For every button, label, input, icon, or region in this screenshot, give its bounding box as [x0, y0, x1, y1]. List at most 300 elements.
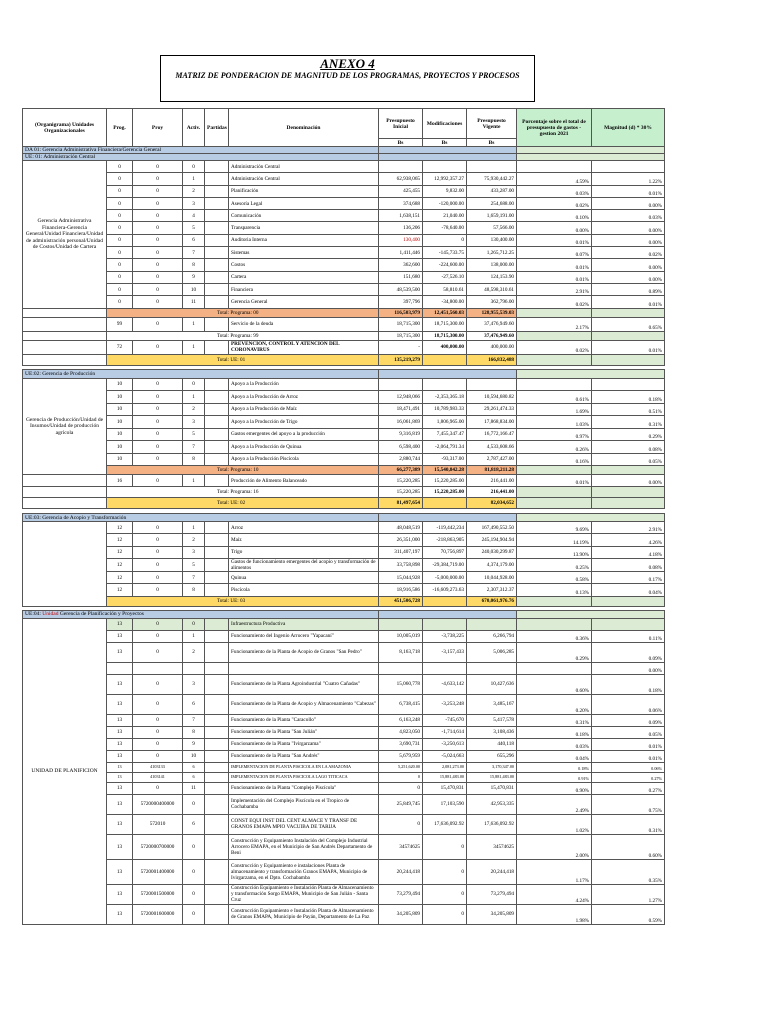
- cell-porcentaje: [517, 378, 592, 391]
- table-row: [23, 596, 665, 606]
- section-band: UE:02: Gerencia de Producción: [23, 369, 379, 378]
- cell-denominacion: Construcción y Equipamiento Instalación del Complejo Industrial Arrocero EMAPA, en el Municipio de San Andrés Departamento de Beni: [229, 834, 379, 859]
- table-row: [23, 487, 665, 498]
- cell-partidas: [205, 534, 229, 546]
- cell-proy: 0: [133, 584, 183, 596]
- cell-partidas: [205, 859, 229, 884]
- cell-activ: 0: [183, 834, 205, 859]
- cell-partidas: [205, 726, 229, 738]
- cell-vigente: 167,490,552.50: [467, 522, 517, 534]
- total-inicial: 135,219,279: [379, 354, 423, 365]
- cell-modificaciones: [423, 618, 467, 630]
- cell-proy: 4103141: [133, 772, 183, 782]
- cell-modificaciones: -5,024,663: [423, 750, 467, 762]
- cell-activ: 11: [183, 782, 205, 794]
- cell-magnitud: 0.29%: [592, 428, 665, 441]
- table-row: [23, 340, 665, 354]
- cell-proy: 0: [133, 283, 183, 295]
- cell-vigente: [467, 161, 517, 173]
- cell-activ: 0: [183, 378, 205, 391]
- cell-porcentaje: 0.91%: [517, 772, 592, 782]
- cell-prog: 0: [107, 173, 133, 185]
- cell-magnitud: 0.00%: [592, 475, 665, 487]
- cell-vigente: 1,265,712.25: [467, 247, 517, 259]
- cell-proy: 0: [133, 428, 183, 441]
- cell-partidas: [205, 618, 229, 630]
- cell-modificaciones: 21,040.00: [423, 210, 467, 222]
- cell-inicial: 26,351,000: [379, 534, 423, 546]
- cell-proy: 0: [133, 642, 183, 662]
- cell-denominacion: Asesoría Legal: [229, 197, 379, 209]
- cell-prog: 12: [107, 534, 133, 546]
- table-row: [23, 514, 665, 522]
- cell-proy: 0: [133, 296, 183, 308]
- cell-modificaciones: -93,317.00: [423, 453, 467, 466]
- cell-porcentaje: 1.17%: [517, 859, 592, 884]
- cell-modificaciones: 15,470,831: [423, 782, 467, 794]
- cell-activ: 4: [183, 210, 205, 222]
- col-vigente: Presupuesto Vigente: [467, 109, 517, 139]
- cell-activ: 0: [183, 884, 205, 904]
- cell-porcentaje: 4.24%: [517, 884, 592, 904]
- cell-activ: 9: [183, 738, 205, 750]
- unit-name: [23, 340, 107, 354]
- cell-magnitud: 0.00%: [592, 222, 665, 234]
- cell-vigente: 433,287.00: [467, 185, 517, 197]
- total-label: Total: UE: 02: [107, 498, 379, 509]
- table-row: [23, 674, 665, 694]
- table-row: [23, 428, 665, 441]
- unit-name: [23, 522, 107, 606]
- cell-modificaciones: 17,103,590: [423, 794, 467, 814]
- cell-magnitud: 0.04%: [592, 584, 665, 596]
- cell-prog: 99: [107, 317, 133, 331]
- cell-porcentaje: 0.03%: [517, 185, 592, 197]
- cell-inicial: 2,880,744: [379, 453, 423, 466]
- cell-vigente: 3,170,347.00: [467, 762, 517, 772]
- cell-prog: 13: [107, 750, 133, 762]
- document-title: ANEXO 4: [320, 56, 375, 71]
- cell-magnitud: 0.59%: [592, 904, 665, 924]
- cell-modificaciones: -3,253,248: [423, 694, 467, 714]
- cell-denominacion: Construcción y Equipamiento e instalaciones Planta de almacenamiento y transformación Granos EMAPA, Municipio de Ivirgarzama, en el Dpto. Cochabamba: [229, 859, 379, 884]
- cell-denominacion: Funcionamiento de la Planta "San Julián": [229, 726, 379, 738]
- cell-magnitud: 0.35%: [592, 859, 665, 884]
- table-row: [23, 222, 665, 234]
- section-band: [23, 610, 379, 618]
- cell-vigente: 10,594,680.82: [467, 391, 517, 404]
- cell-inicial: 8,163,718: [379, 642, 423, 662]
- cell-activ: 11: [183, 296, 205, 308]
- cell-denominacion: Apoyo a la Producción de Arroz: [229, 391, 379, 404]
- cell-porcentaje: 0.01%: [517, 259, 592, 271]
- cell-inicial: 62,938,065: [379, 173, 423, 185]
- cell-denominacion: Apoyo a la Producción Piscícola: [229, 453, 379, 466]
- cell-activ: 5: [183, 428, 205, 441]
- cell-vigente: 34,205,809: [467, 904, 517, 924]
- cell-inicial: 362,600: [379, 259, 423, 271]
- unit-empty: [23, 498, 107, 509]
- cell-prog: 72: [107, 340, 133, 354]
- cell-prog: 13: [107, 904, 133, 924]
- cell-prog: 0: [107, 161, 133, 173]
- band-empty: [379, 154, 517, 161]
- cell-denominacion: Apoyo a la Producción de Trigo: [229, 416, 379, 429]
- cell-proy: 0: [133, 546, 183, 558]
- cell-inicial: 6,163,248: [379, 714, 423, 726]
- cell-partidas: [205, 391, 229, 404]
- cell-prog: 0: [107, 271, 133, 283]
- cell-activ: 7: [183, 571, 205, 583]
- cell-activ: 1: [183, 522, 205, 534]
- cell-magnitud: 0.08%: [592, 441, 665, 454]
- cell-proy: 5720001400000: [133, 859, 183, 884]
- cell-modificaciones: -3,157,433: [423, 642, 467, 662]
- cell-magnitud: 0.17%: [592, 571, 665, 583]
- cell-magnitud: 0.75%: [592, 794, 665, 814]
- cell-magnitud: 0.05%: [592, 453, 665, 466]
- band-empty: [379, 369, 517, 378]
- cell-activ: 1: [183, 391, 205, 404]
- cell-modificaciones: -145,733.75: [423, 247, 467, 259]
- cell-magnitud: 0.00%: [592, 271, 665, 283]
- band-empty: [379, 610, 517, 618]
- total-empty: [592, 308, 665, 317]
- cell-porcentaje: 13.90%: [517, 546, 592, 558]
- cell-vigente: 17,868,834.00: [467, 416, 517, 429]
- col-modificaciones: Modificaciones: [423, 109, 467, 139]
- cell-partidas: [205, 630, 229, 642]
- cell-proy: 0: [133, 558, 183, 571]
- cell-vigente: 57,566.00: [467, 222, 517, 234]
- cell-denominacion: Funcionamiento de la Planta Agroindustrial "Cuatro Cañadas": [229, 674, 379, 694]
- cell-denominacion: Gerencia General: [229, 296, 379, 308]
- cell-proy: 0: [133, 173, 183, 185]
- cell-prog: 13: [107, 772, 133, 782]
- cell-prog: 13: [107, 794, 133, 814]
- cell-vigente: 2,307,312.37: [467, 584, 517, 596]
- cell-inicial: 3,690,731: [379, 738, 423, 750]
- cell-inicial: 34574625: [379, 834, 423, 859]
- cell-modificaciones: [423, 161, 467, 173]
- cell-prog: 13: [107, 834, 133, 859]
- cell-activ: 6: [183, 762, 205, 772]
- cell-inicial: 1,638,151: [379, 210, 423, 222]
- cell-magnitud: [592, 378, 665, 391]
- cell-inicial: 10,005,019: [379, 630, 423, 642]
- cell-denominacion: Gastos emergentes del apoyo a la producción: [229, 428, 379, 441]
- table-row: [23, 154, 665, 161]
- cell-magnitud: 0.00%: [592, 234, 665, 246]
- total-vigente: 128,955,539.03: [467, 308, 517, 317]
- table-row: [23, 378, 665, 391]
- cell-activ: 2: [183, 403, 205, 416]
- total-label: Total: Programa: 99: [107, 331, 379, 340]
- cell-magnitud: 1.27%: [592, 884, 665, 904]
- table-row: [23, 271, 665, 283]
- cell-partidas: [205, 428, 229, 441]
- cell-vigente: 3,108,436: [467, 726, 517, 738]
- cell-modificaciones: 0: [423, 859, 467, 884]
- cell-vigente: 73,279,494: [467, 884, 517, 904]
- cell-modificaciones: -120,000.00: [423, 197, 467, 209]
- cell-prog: 16: [107, 475, 133, 487]
- cell-inicial: 425,455: [379, 185, 423, 197]
- cell-prog: 0: [107, 197, 133, 209]
- table-row: [23, 534, 665, 546]
- cell-inicial: 15,060,778: [379, 674, 423, 694]
- cell-modificaciones: 0: [423, 884, 467, 904]
- cell-porcentaje: 0.97%: [517, 428, 592, 441]
- cell-proy: 0: [133, 234, 183, 246]
- table-row: [23, 630, 665, 642]
- cell-inicial: 18,916,586: [379, 584, 423, 596]
- cell-partidas: [205, 340, 229, 354]
- cell-inicial: 0: [379, 814, 423, 834]
- cell-porcentaje: 1.69%: [517, 403, 592, 416]
- cell-magnitud: 0.01%: [592, 340, 665, 354]
- col-org: (Organigrama) Unidades Organizacionales: [23, 109, 107, 147]
- cell-vigente: 16,772,166.47: [467, 428, 517, 441]
- cell-modificaciones: 15,220,285.00: [423, 475, 467, 487]
- total-vigente: 216,441.00: [467, 487, 517, 498]
- cell-proy: 572010: [133, 814, 183, 834]
- cell-denominacion: CONST EQUI INST DEL CENT ALMACE Y TRANSF DE GRANOS EMAPA MPIO VACUIBA DE TARIJA: [229, 814, 379, 834]
- title-box: [160, 55, 535, 102]
- cell-denominacion: IMPLEMENTACION DE PLANTA PISCICOLA LAGO TITICACA: [229, 772, 379, 782]
- cell-magnitud: 0.03%: [592, 210, 665, 222]
- table-row: [23, 750, 665, 762]
- table-row: [23, 772, 665, 782]
- total-empty: [592, 354, 665, 365]
- cell-activ: 1: [183, 317, 205, 331]
- cell-proy: 0: [133, 441, 183, 454]
- cell-vigente: 10,427,636: [467, 674, 517, 694]
- cell-activ: 0: [183, 904, 205, 924]
- cell-proy: 0: [133, 185, 183, 197]
- cell-partidas: [205, 247, 229, 259]
- ponderation-table: [22, 108, 665, 925]
- cell-modificaciones: -27,526.10: [423, 271, 467, 283]
- cell-inicial: 6,598,400: [379, 441, 423, 454]
- cell-partidas: [205, 558, 229, 571]
- cell-partidas: [205, 475, 229, 487]
- cell-denominacion: Funcionamiento del Ingenio Arrocero "Yapacaní": [229, 630, 379, 642]
- cell-vigente: 216,441.00: [467, 475, 517, 487]
- cell-activ: 6: [183, 234, 205, 246]
- cell-porcentaje: 1.03%: [517, 416, 592, 429]
- cell-inicial: 0: [379, 782, 423, 794]
- unit-name: Gerencia Administrativa Financiera-Gerencia General/Unidad Financiera/Unidad de administración personal/Unidad de Costos/Unidad de Cartera: [23, 161, 107, 309]
- total-empty: [517, 498, 592, 509]
- cell-magnitud: 0.60%: [592, 834, 665, 859]
- cell-prog: 13: [107, 738, 133, 750]
- table-row: [23, 814, 665, 834]
- table-row: [23, 317, 665, 331]
- cell-proy: 0: [133, 271, 183, 283]
- total-modificaciones: 15,540,842.28: [423, 466, 467, 475]
- cell-modificaciones: -16,609,273.63: [423, 584, 467, 596]
- band-red-word: Unidad: [42, 611, 59, 618]
- table-row: [23, 185, 665, 197]
- cell-denominacion: Funcionamiento de la Planta de Acopio y Almacenamiento "Cabezas": [229, 694, 379, 714]
- table-row: [23, 794, 665, 814]
- cell-inicial: 9,316,819: [379, 428, 423, 441]
- cell-porcentaje: 0.60%: [517, 674, 592, 694]
- cell-denominacion: Construcción Equipamiento e Instalación Planta de Almacenamiento de Granos EMAPA, Municipio de Payán, Departamento de La Paz: [229, 904, 379, 924]
- total-empty: [517, 596, 592, 606]
- table-row: [23, 197, 665, 209]
- cell-denominacion: Implementación del Complejo Piscícola en el Tropico de Cochabamba: [229, 794, 379, 814]
- cell-modificaciones: -2,064,791.34: [423, 441, 467, 454]
- cell-activ: 0: [183, 618, 205, 630]
- cell-prog: 13: [107, 618, 133, 630]
- cell-prog: 13: [107, 714, 133, 726]
- table-row: [23, 247, 665, 259]
- cell-denominacion: Servicio de la deuda: [229, 317, 379, 331]
- cell-activ: 6: [183, 694, 205, 714]
- cell-modificaciones: 7,455,347.47: [423, 428, 467, 441]
- cell-modificaciones: -34,800.00: [423, 296, 467, 308]
- cell-denominacion: Gastos de funcionamiento emergentes del acopio y transformación de alimentos: [229, 558, 379, 571]
- cell-prog: 12: [107, 546, 133, 558]
- cell-porcentaje: 0.01%: [517, 234, 592, 246]
- cell-denominacion: Funcionamiento de la Planta "San Andrés": [229, 750, 379, 762]
- band-empty: [517, 369, 665, 378]
- cell-inicial: 311,407,197: [379, 546, 423, 558]
- cell-proy: 0: [133, 571, 183, 583]
- cell-vigente: 10,044,928.00: [467, 571, 517, 583]
- cell-proy: 5720001500000: [133, 884, 183, 904]
- cell-partidas: [205, 662, 229, 674]
- cell-inicial: [379, 378, 423, 391]
- cell-porcentaje: 0.26%: [517, 441, 592, 454]
- cell-modificaciones: -1,714,614: [423, 726, 467, 738]
- cell-modificaciones: [423, 378, 467, 391]
- cell-denominacion: Apoyo a la Producción de Maíz: [229, 403, 379, 416]
- cell-denominacion: Funcionamiento de la Planta "Caracollo": [229, 714, 379, 726]
- cell-prog: 13: [107, 630, 133, 642]
- cell-magnitud: 0.01%: [592, 738, 665, 750]
- cell-partidas: [205, 185, 229, 197]
- cell-inicial: 15,220,285: [379, 475, 423, 487]
- cell-partidas: [205, 197, 229, 209]
- cell-magnitud: 0.09%: [592, 714, 665, 726]
- table-row: [23, 161, 665, 173]
- cell-magnitud: 0.00%: [592, 259, 665, 271]
- cell-inicial: 130,400: [379, 234, 423, 246]
- cell-denominacion: Construcción Equipamiento e Instalación Planta de Almacenamiento y transformación Sorgo EMAPA, Municipio de San Julián - Santa Cruz: [229, 884, 379, 904]
- cell-proy: 0: [133, 247, 183, 259]
- cell-denominacion: Piscícola: [229, 584, 379, 596]
- total-empty: [592, 466, 665, 475]
- cell-inicial: 6,738,415: [379, 694, 423, 714]
- cell-proy: 0: [133, 782, 183, 794]
- cell-inicial: 48,048,519: [379, 522, 423, 534]
- total-modificaciones: [423, 596, 467, 606]
- table-row: [23, 618, 665, 630]
- cell-porcentaje: [517, 161, 592, 173]
- cell-vigente: 17,636,092.92: [467, 814, 517, 834]
- cell-denominacion: Maíz: [229, 534, 379, 546]
- cell-denominacion: Arroz: [229, 522, 379, 534]
- total-modificaciones: 18,715,300.00: [423, 331, 467, 340]
- cell-modificaciones: -745,670: [423, 714, 467, 726]
- cell-inicial: 48,539,500: [379, 283, 423, 295]
- cell-proy: 4103133: [133, 762, 183, 772]
- cell-partidas: [205, 814, 229, 834]
- table-row: [23, 884, 665, 904]
- cell-porcentaje: 0.03%: [517, 738, 592, 750]
- cell-prog: 10: [107, 441, 133, 454]
- cell-vigente: 6,266,794: [467, 630, 517, 642]
- col-partidas: Partidas: [205, 109, 229, 147]
- cell-vigente: 1,659,191.00: [467, 210, 517, 222]
- cell-vigente: 3,485,167: [467, 694, 517, 714]
- cell-modificaciones: -29,384,719.00: [423, 558, 467, 571]
- cell-magnitud: 0.01%: [592, 185, 665, 197]
- cell-partidas: [205, 546, 229, 558]
- cell-porcentaje: 0.13%: [517, 584, 592, 596]
- cell-denominacion: Cartera: [229, 271, 379, 283]
- cell-denominacion: Quinua: [229, 571, 379, 583]
- cell-inicial: 4,823,050: [379, 726, 423, 738]
- cell-vigente: 254,688.00: [467, 197, 517, 209]
- table-row: [23, 714, 665, 726]
- band-empty: [379, 514, 517, 522]
- cell-proy: 0: [133, 340, 183, 354]
- cell-prog: 10: [107, 416, 133, 429]
- cell-porcentaje: 0.31%: [517, 714, 592, 726]
- cell-inicial: 374,688: [379, 197, 423, 209]
- cell-porcentaje: 0.01%: [517, 271, 592, 283]
- cell-modificaciones: -2,353,365.18: [423, 391, 467, 404]
- total-label: Total: Programa: 10: [107, 466, 379, 475]
- cell-partidas: [205, 271, 229, 283]
- cell-vigente: 4,374,179.00: [467, 558, 517, 571]
- cell-vigente: 29,261,474.33: [467, 403, 517, 416]
- table-row: [23, 642, 665, 662]
- cell-proy: 0: [133, 391, 183, 404]
- cell-modificaciones: 0: [423, 904, 467, 924]
- cell-porcentaje: 9.69%: [517, 522, 592, 534]
- cell-proy: 0: [133, 726, 183, 738]
- cell-inicial: 20,244,418: [379, 859, 423, 884]
- table-row: [23, 738, 665, 750]
- cell-activ: 2: [183, 642, 205, 662]
- section-band: UE:03: Gerencia de Acopio y Transformación: [23, 514, 379, 522]
- cell-proy: 0: [133, 210, 183, 222]
- cell-prog: 0: [107, 259, 133, 271]
- cell-denominacion: IMPLEMENTACION DE PLANTA PISCICOLA EN LA AMAZONIA: [229, 762, 379, 772]
- band-empty: [379, 147, 517, 154]
- cell-porcentaje: 0.29%: [517, 642, 592, 662]
- cell-partidas: [205, 259, 229, 271]
- unit-bs: Bs: [467, 139, 517, 147]
- total-inicial: 66,277,389: [379, 466, 423, 475]
- cell-partidas: [205, 694, 229, 714]
- cell-modificaciones: -218,863,905: [423, 534, 467, 546]
- cell-magnitud: [592, 618, 665, 630]
- cell-proy: 0: [133, 674, 183, 694]
- cell-porcentaje: 0.58%: [517, 571, 592, 583]
- cell-inicial: 15,044,928: [379, 571, 423, 583]
- cell-partidas: [205, 210, 229, 222]
- cell-prog: 13: [107, 642, 133, 662]
- cell-proy: 0: [133, 317, 183, 331]
- cell-partidas: [205, 378, 229, 391]
- cell-magnitud: 2.91%: [592, 522, 665, 534]
